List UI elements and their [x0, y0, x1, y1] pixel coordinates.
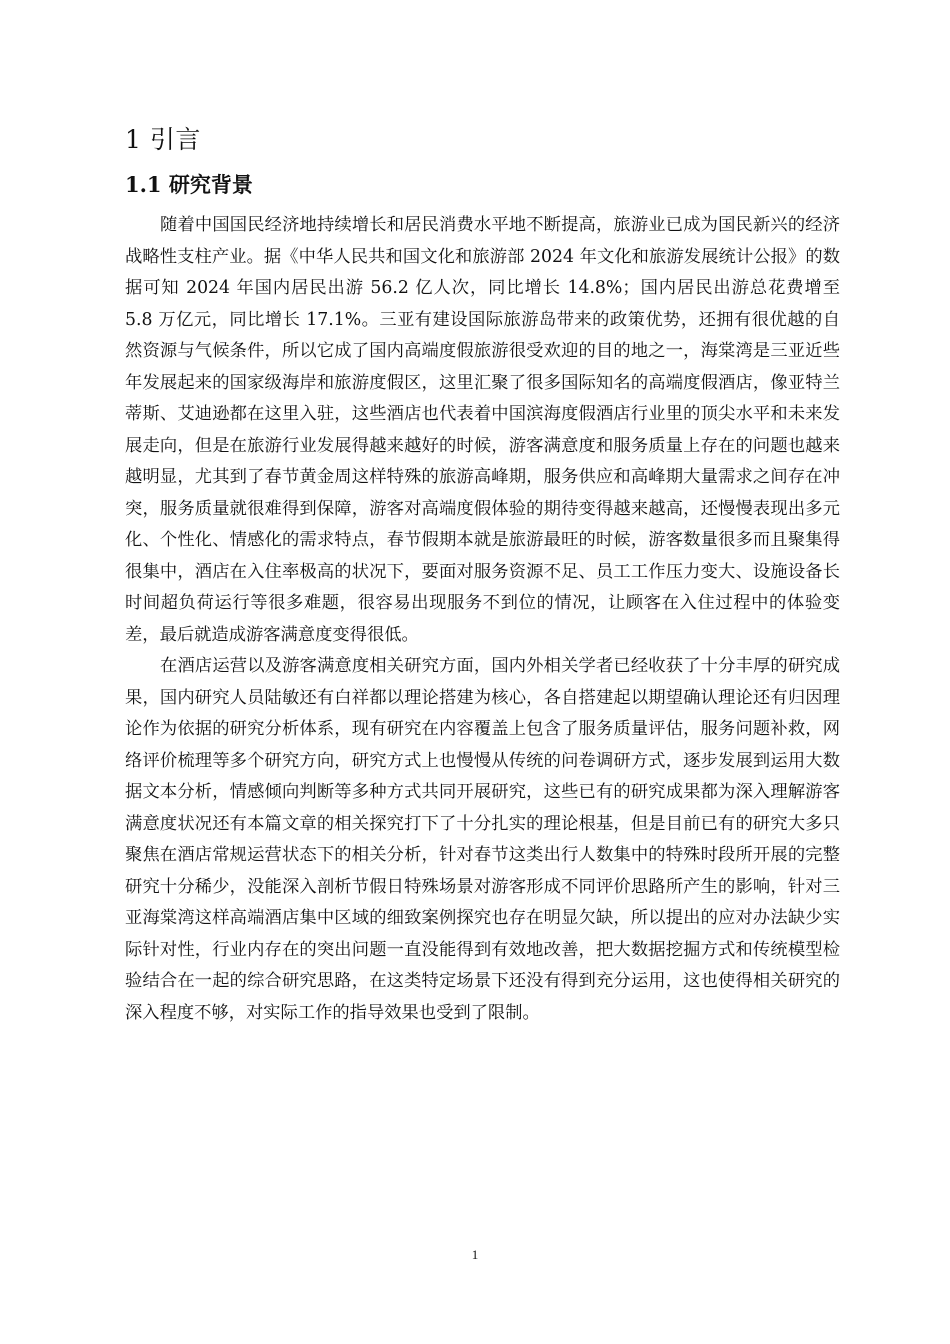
paragraph-1: 随着中国国民经济地持续增长和居民消费水平地不断提高，旅游业已成为国民新兴的经济战略性支柱产业。据《中华人民共和国文化和旅游部 2024 年文化和旅游发展统计公报》的数据可知 2024 年国内居民出游 56.2 亿人次，同比增长 14.8%；国内居民出游总花费增至 5.8 万亿元，同比增长 17.1%。三亚有建设国际旅游岛带来的政策优势，还拥有很优越的自然资源与气候条件，所以它成了国内高端度假旅游很受欢迎的目的地之一，海棠湾是三亚近些年发展起来的国家级海岸和旅游度假区，这里汇聚了很多国际知名的高端度假酒店，像亚特兰蒂斯、艾迪逊都在这里入驻，这些酒店也代表着中国滨海度假酒店行业里的顶尖水平和未来发展走向，但是在旅游行业发展得越来越好的时候，游客满意度和服务质量上存在的问题也越来越明显，尤其到了春节黄金周这样特殊的旅游高峰期，服务供应和高峰期大量需求之间存在冲突，服务质量就很难得到保障，游客对高端度假体验的期待变得越来越高，还慢慢表现出多元化、个性化、情感化的需求特点，春节假期本就是旅游最旺的时候，游客数量很多而且聚集得很集中，酒店在入住率极高的状况下，要面对服务资源不足、员工工作压力变大、设施设备长时间超负荷运行等很多难题，很容易出现服务不到位的情况，让顾客在入住过程中的体验变差，最后就造成游客满意度变得很低。: [125, 215, 840, 645]
chapter-heading: 1 引言: [125, 125, 201, 154]
section-heading: 1.1 研究背景: [125, 172, 253, 197]
paragraph-2: 在酒店运营以及游客满意度相关研究方面，国内外相关学者已经收获了十分丰厚的研究成果，国内研究人员陆敏还有白祥都以理论搭建为核心，各自搭建起以期望确认理论还有归因理论作为依据的研究分析体系，现有研究在内容覆盖上包含了服务质量评估，服务问题补救，网络评价梳理等多个研究方向，研究方式上也慢慢从传统的问卷调研方式，逐步发展到运用大数据文本分析，情感倾向判断等多种方式共同开展研究，这些已有的研究成果都为深入理解游客满意度状况还有本篇文章的相关探究打下了十分扎实的理论根基，但是目前已有的研究大多只聚焦在酒店常规运营状态下的相关分析，针对春节这类出行人数集中的特殊时段所开展的完整研究十分稀少，没能深入剖析节假日特殊场景对游客形成不同评价思路所产生的影响，针对三亚海棠湾这样高端酒店集中区域的细致案例探究也存在明显欠缺，所以提出的应对办法缺少实际针对性，行业内存在的突出问题一直没能得到有效地改善，把大数据挖掘方式和传统模型检验结合在一起的综合研究思路，在这类特定场景下还没有得到充分运用，这也使得相关研究的深入程度不够，对实际工作的指导效果也受到了限制。: [125, 656, 840, 1023]
page-content: [125, 120, 840, 1029]
page-number: 1: [471, 1247, 479, 1262]
